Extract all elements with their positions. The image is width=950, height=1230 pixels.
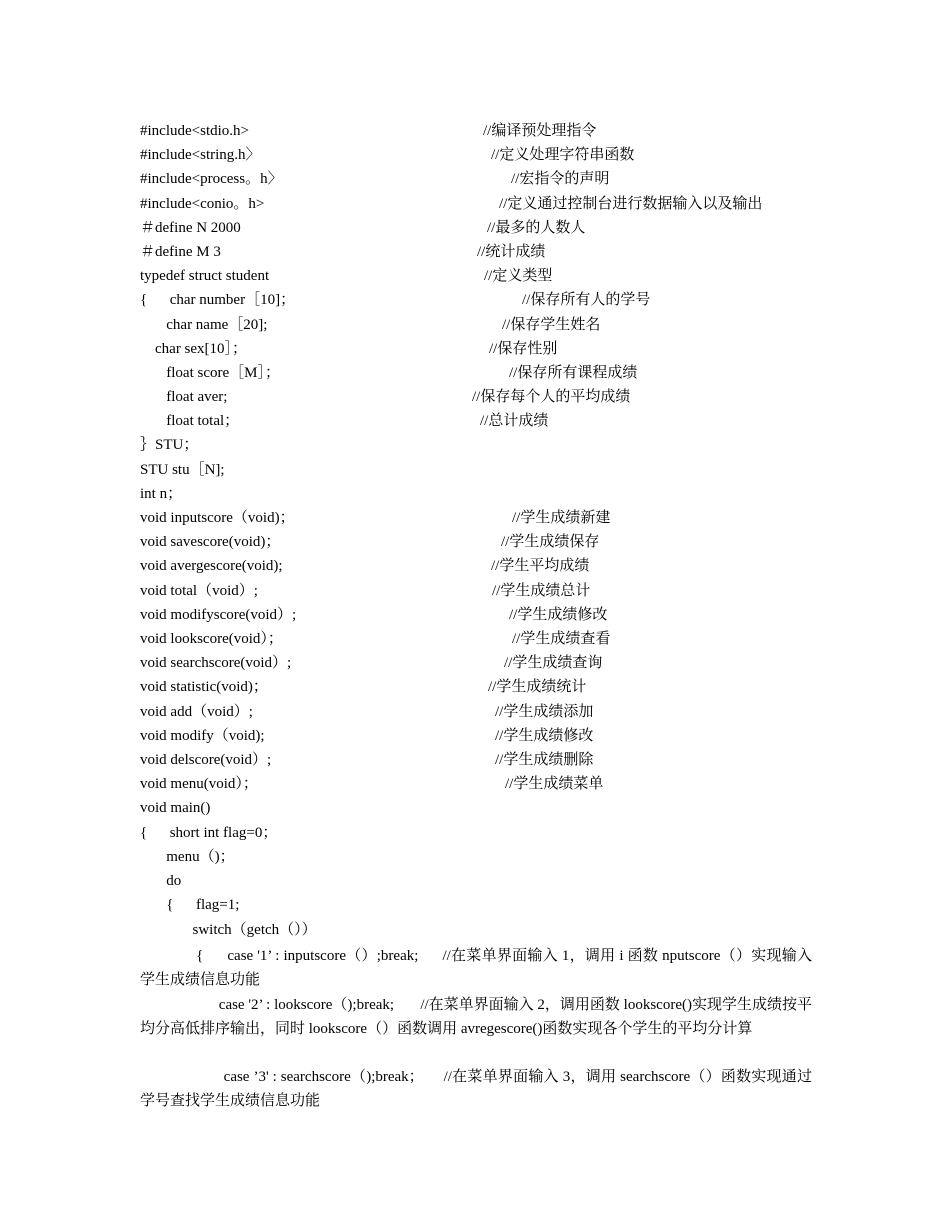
code-comment: //学生成绩查询	[504, 655, 603, 671]
code-comment: //学生成绩查看	[512, 631, 611, 647]
code-comment: //总计成绩	[480, 413, 549, 429]
code-comment: //学生成绩保存	[501, 534, 600, 550]
code-comment: //学生成绩总计	[492, 583, 591, 599]
code-line: #include<string.h〉	[140, 147, 261, 163]
code-line: void menu(void）；	[140, 776, 258, 792]
code-line: void lookscore(void）；	[140, 631, 283, 647]
code-comment: //学生成绩删除	[495, 752, 594, 768]
code-comment: //定义处理字符串函数	[491, 147, 635, 163]
code-comment: //学生平均成绩	[491, 558, 590, 574]
wrapped-code-line: case ’3' : searchscore（);break； //在菜单界面输入 3，调用 searchscore（）函数实现通过学号查找学生成绩信息功能	[140, 1069, 813, 1109]
code-line: void inputscore（void)；	[140, 510, 295, 526]
code-line: #include<conio。h>	[140, 196, 265, 212]
code-line: ＃define M 3	[140, 244, 221, 260]
code-line: void searchscore(void）;	[140, 655, 292, 671]
code-line: { short int flag=0；	[140, 825, 278, 841]
code-comment: //保存所有人的学号	[522, 292, 651, 308]
code-line: typedef struct student	[140, 268, 270, 284]
code-comment: //学生成绩添加	[495, 704, 594, 720]
code-comment: //保存学生姓名	[502, 317, 601, 333]
code-line: int n；	[140, 486, 183, 502]
code-comment: //保存所有课程成绩	[509, 365, 638, 381]
code-line: ＃define N 2000	[140, 220, 241, 236]
code-comment: //定义通过控制台进行数据输入以及输出	[499, 196, 763, 212]
code-comment: //编译预处理指令	[483, 123, 597, 139]
code-comment: //定义类型	[484, 268, 553, 284]
code-line: void main()	[140, 800, 211, 816]
code-line: #include<stdio.h>	[140, 123, 249, 139]
code-comment: //学生成绩菜单	[505, 776, 604, 792]
code-line: float aver;	[140, 389, 228, 405]
code-comment: //保存每个人的平均成绩	[472, 389, 631, 405]
code-line: STU stu［N];	[140, 462, 225, 478]
code-line: void total（void）;	[140, 583, 258, 599]
code-line: switch（getch（））	[140, 922, 317, 938]
code-comment: //宏指令的声明	[511, 171, 610, 187]
code-comment: //保存性别	[489, 341, 558, 357]
code-line: void statistic(void)；	[140, 679, 268, 695]
code-line: { char number［10]；	[140, 292, 296, 308]
code-line: float score［M］；	[140, 365, 280, 381]
code-line: void savescore(void)；	[140, 534, 281, 550]
code-line: void modifyscore(void）;	[140, 607, 297, 623]
wrapped-code-line: case '2’ : lookscore（);break; //在菜单界面输入 2，调用函数 lookscore()实现学生成绩按平均分高低排序输出，同时 lookscore（）函数调用 avregescore()函数实现各个学生的平均分计算	[140, 997, 812, 1037]
wrapped-code-line: { case '1’ : inputscore（）;break; //在菜单界面输入 1，调用 i 函数 nputscore（）实现输入学生成绩信息功能	[140, 948, 812, 988]
code-comment: //学生成绩新建	[512, 510, 611, 526]
code-line: char sex[10］；	[140, 341, 248, 357]
code-comment: //学生成绩统计	[488, 679, 587, 695]
code-comment: //最多的人数人	[487, 220, 586, 236]
code-line: #include<process。h〉	[140, 171, 283, 187]
code-line: float total；	[140, 413, 240, 429]
code-line: { flag=1;	[140, 897, 240, 913]
code-line: void modify（void);	[140, 728, 265, 744]
code-line: void add（void）;	[140, 704, 253, 720]
code-comment: //学生成绩修改	[509, 607, 608, 623]
code-comment: //学生成绩修改	[495, 728, 594, 744]
code-comment: //统计成绩	[477, 244, 546, 260]
code-line: char name［20];	[140, 317, 268, 333]
code-line: ｝STU；	[140, 437, 199, 453]
code-line: do	[140, 873, 182, 889]
code-line: void delscore(void）;	[140, 752, 272, 768]
code-line: menu（)；	[140, 849, 235, 865]
code-line: void avergescore(void);	[140, 558, 283, 574]
